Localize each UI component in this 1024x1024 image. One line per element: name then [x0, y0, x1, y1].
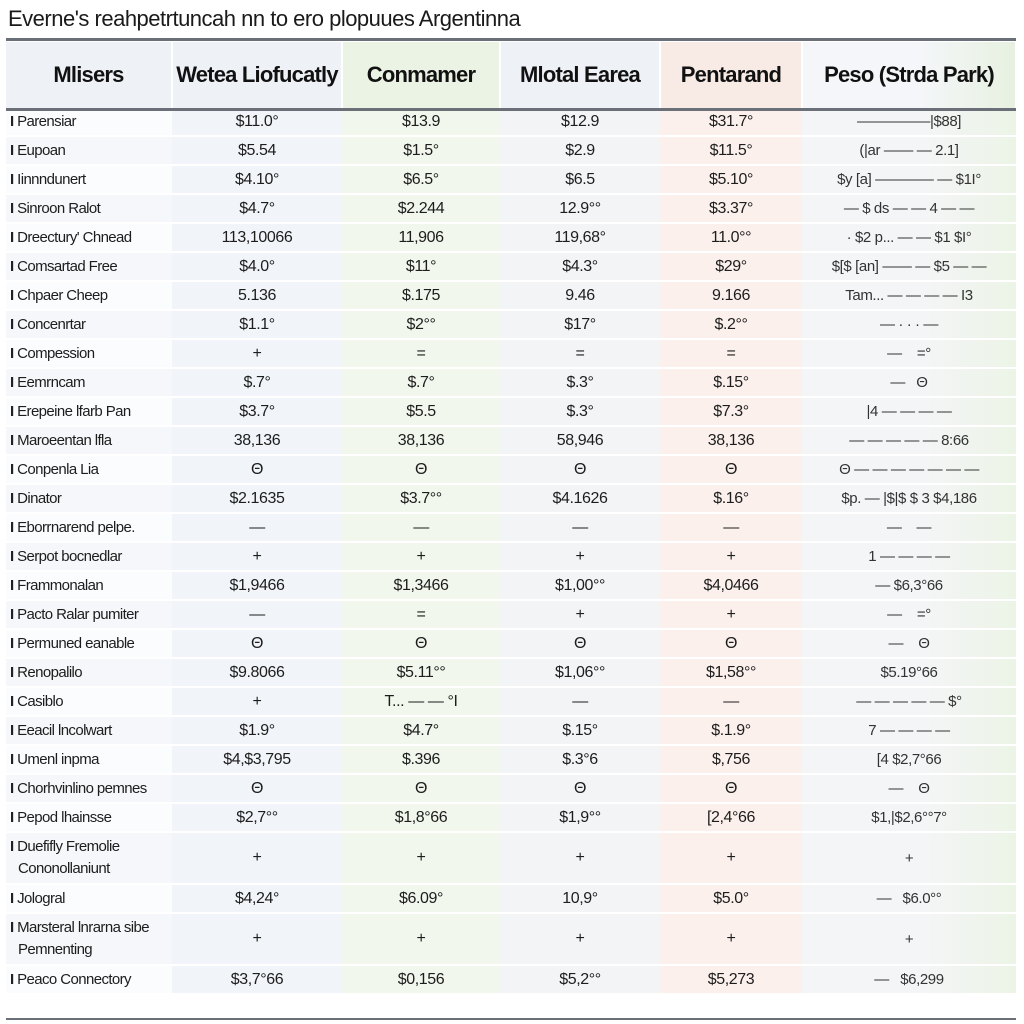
- column-header: Mlisers: [6, 42, 172, 108]
- table-cell: — Θ: [802, 629, 1016, 658]
- table-cell: 9.166: [660, 281, 802, 310]
- table-cell: 7 — — — —: [802, 716, 1016, 745]
- row-label-text: Eborrnarend pelpe.: [17, 519, 135, 536]
- row-label: [6, 965, 172, 994]
- table-cell: —————|$88]: [802, 108, 1016, 136]
- column-header: Mlotal Earea: [500, 42, 660, 108]
- table-cell: +: [660, 913, 802, 965]
- table-cell: $2,7°°: [172, 803, 342, 832]
- table-cell: $4,0466: [660, 571, 802, 600]
- table-cell: Θ: [500, 629, 660, 658]
- row-label-text: Marsteral lnrarna sibe: [17, 919, 149, 936]
- table-cell: Θ: [660, 629, 802, 658]
- table-row: [6, 310, 1016, 339]
- row-label: [6, 223, 172, 252]
- table-cell: $2°°: [342, 310, 500, 339]
- table-cell: — $6,3°66: [802, 571, 1016, 600]
- table-cell: +: [660, 542, 802, 571]
- table-row: [6, 108, 1016, 136]
- table-cell: —: [500, 687, 660, 716]
- page-title: Everne's reahpetrtuncah nn to ero plopuues Argentinna: [8, 6, 521, 31]
- table-row: [6, 716, 1016, 745]
- table-cell: $1,06°°: [500, 658, 660, 687]
- table-cell: Θ: [172, 629, 342, 658]
- table-row: [6, 629, 1016, 658]
- row-label: [6, 629, 172, 658]
- table-cell: $4.7°: [342, 716, 500, 745]
- table-cell: 38,136: [660, 426, 802, 455]
- row-label: [6, 136, 172, 165]
- row-label: [6, 339, 172, 368]
- table-cell: $2.1635: [172, 484, 342, 513]
- table-row: [6, 832, 1016, 884]
- row-label: [6, 658, 172, 687]
- row-label: [6, 455, 172, 484]
- table-cell: +: [802, 913, 1016, 965]
- table-cell: $4.0°: [172, 252, 342, 281]
- table-cell: $4.3°: [500, 252, 660, 281]
- row-label-text: Frammonalan: [17, 577, 104, 594]
- table-cell: $5.10°: [660, 165, 802, 194]
- table-cell: Θ: [342, 629, 500, 658]
- table-cell: 38,136: [342, 426, 500, 455]
- table-cell: —: [660, 687, 802, 716]
- table-row: [6, 484, 1016, 513]
- row-label-subtext: Cononollaniunt: [18, 860, 110, 877]
- table-cell: Θ: [500, 455, 660, 484]
- table-cell: 1 — — — —: [802, 542, 1016, 571]
- table-cell: 12.9°°: [500, 194, 660, 223]
- row-label: [6, 108, 172, 136]
- column-header: Pentarand: [660, 42, 802, 108]
- table-cell: $31.7°: [660, 108, 802, 136]
- table-row: [6, 600, 1016, 629]
- table-cell: $5.11°°: [342, 658, 500, 687]
- row-label-text: Dinator: [17, 490, 62, 507]
- row-label: [6, 745, 172, 774]
- table-cell: — Θ: [802, 368, 1016, 397]
- table-cell: +: [500, 913, 660, 965]
- table-cell: =: [500, 339, 660, 368]
- column-header: Conmamer: [342, 42, 500, 108]
- table-cell: $2.244: [342, 194, 500, 223]
- table-header: [6, 42, 1016, 108]
- table-cell: $13.9: [342, 108, 500, 136]
- table-cell: 11,906: [342, 223, 500, 252]
- table-cell: 113,10066: [172, 223, 342, 252]
- table-cell: 11.0°°: [660, 223, 802, 252]
- table-cell: $5,273: [660, 965, 802, 994]
- table-cell: $.3°: [500, 368, 660, 397]
- table-cell: $.1.9°: [660, 716, 802, 745]
- table-cell: $6.5°: [342, 165, 500, 194]
- table-cell: $.16°: [660, 484, 802, 513]
- row-label: [6, 194, 172, 223]
- table-cell: $17°: [500, 310, 660, 339]
- row-label: [6, 252, 172, 281]
- table-cell: +: [660, 832, 802, 884]
- table-cell: +: [342, 542, 500, 571]
- table-cell: +: [500, 600, 660, 629]
- row-label: [6, 687, 172, 716]
- table-top-rule: [6, 38, 1016, 41]
- row-label-text: Iinnndunert: [17, 171, 86, 188]
- row-label: [6, 542, 172, 571]
- table-cell: +: [172, 542, 342, 571]
- row-label: [6, 913, 172, 965]
- table-cell: $1,8°66: [342, 803, 500, 832]
- table-cell: 9.46: [500, 281, 660, 310]
- table-cell: $.3°: [500, 397, 660, 426]
- table-cell: $4.7°: [172, 194, 342, 223]
- table-cell: +: [172, 339, 342, 368]
- table-cell: $4,24°: [172, 884, 342, 913]
- table-cell: 5.136: [172, 281, 342, 310]
- row-label: [6, 716, 172, 745]
- table-cell: =: [660, 339, 802, 368]
- table-cell: $12.9: [500, 108, 660, 136]
- table-cell: [2,4°66: [660, 803, 802, 832]
- table-cell: Θ — — — — — — —: [802, 455, 1016, 484]
- table-row: [6, 252, 1016, 281]
- table-cell: $.7°: [172, 368, 342, 397]
- table-cell: — — — — — $°: [802, 687, 1016, 716]
- column-header: Wetea Liofucatly: [172, 42, 342, 108]
- table-cell: $.3°6: [500, 745, 660, 774]
- table-row: [6, 542, 1016, 571]
- header-bottom-rule: [6, 108, 1016, 111]
- row-label-subtext: Pemnenting: [18, 941, 93, 958]
- table-cell: —: [172, 513, 342, 542]
- table-cell: $3.7°°: [342, 484, 500, 513]
- table-cell: =: [342, 339, 500, 368]
- row-label: [6, 310, 172, 339]
- table-cell: $1.9°: [172, 716, 342, 745]
- table-cell: [4 $2,7°66: [802, 745, 1016, 774]
- table-cell: — · · · —: [802, 310, 1016, 339]
- table-cell: $11.0°: [172, 108, 342, 136]
- table-cell: $2.9: [500, 136, 660, 165]
- table-bottom-rule: [6, 1018, 1016, 1020]
- row-label-text: Renopalilo: [17, 664, 83, 681]
- table-row: [6, 368, 1016, 397]
- table-cell: $1,9°°: [500, 803, 660, 832]
- row-label: [6, 600, 172, 629]
- table-cell: — Θ: [802, 774, 1016, 803]
- table-row: [6, 426, 1016, 455]
- table-cell: — $ ds — — 4 — —: [802, 194, 1016, 223]
- table-cell: $[$ [an] —— — $5 — —: [802, 252, 1016, 281]
- table-cell: |4 — — — —: [802, 397, 1016, 426]
- row-label: [6, 832, 172, 884]
- table-cell: $1.1°: [172, 310, 342, 339]
- table-cell: 58,946: [500, 426, 660, 455]
- table-cell: — $6.0°°: [802, 884, 1016, 913]
- data-table: [6, 42, 1017, 995]
- table-cell: +: [172, 832, 342, 884]
- row-label-text: Sinroon Ralot: [17, 200, 101, 217]
- table-cell: $1.5°: [342, 136, 500, 165]
- table-cell: (|ar —— — 2.1]: [802, 136, 1016, 165]
- table-cell: +: [172, 687, 342, 716]
- row-label-text: Casiblo: [17, 693, 63, 710]
- row-label-text: Compession: [17, 345, 95, 362]
- row-label: [6, 513, 172, 542]
- table-cell: Θ: [500, 774, 660, 803]
- row-label-text: Jologral: [17, 890, 65, 907]
- table-cell: Θ: [172, 455, 342, 484]
- table-cell: $,756: [660, 745, 802, 774]
- table-row: [6, 136, 1016, 165]
- table-cell: $1,9466: [172, 571, 342, 600]
- row-label-text: Peaco Connectory: [17, 971, 131, 988]
- table-cell: $5.0°: [660, 884, 802, 913]
- table-cell: $1,|$2,6°°7°: [802, 803, 1016, 832]
- table-cell: +: [172, 913, 342, 965]
- table-cell: $11°: [342, 252, 500, 281]
- table-cell: $6.09°: [342, 884, 500, 913]
- row-label-text: Pacto Ralar pumiter: [17, 606, 139, 623]
- table-row: [6, 913, 1016, 965]
- table-cell: $4.1626: [500, 484, 660, 513]
- row-label-text: Pepod lhainsse: [17, 809, 112, 826]
- row-label-text: Duefifly Fremolie: [17, 838, 120, 855]
- row-label-text: Umenl inpma: [17, 751, 99, 768]
- table-cell: $5.19°66: [802, 658, 1016, 687]
- row-label-text: Concenrtar: [17, 316, 86, 333]
- table-row: [6, 658, 1016, 687]
- table-row: [6, 194, 1016, 223]
- table-cell: $5.54: [172, 136, 342, 165]
- table-cell: —: [660, 513, 802, 542]
- row-label-text: Conpenla Lia: [17, 461, 99, 478]
- table-row: [6, 774, 1016, 803]
- column-header: Peso (Strda Park): [802, 42, 1016, 108]
- table-cell: $4.10°: [172, 165, 342, 194]
- table-row: [6, 745, 1016, 774]
- table-cell: — =°: [802, 600, 1016, 629]
- row-label: [6, 426, 172, 455]
- table-cell: $4,$3,795: [172, 745, 342, 774]
- table-cell: $29°: [660, 252, 802, 281]
- table-row: [6, 223, 1016, 252]
- row-label: [6, 397, 172, 426]
- table-cell: $3.37°: [660, 194, 802, 223]
- table-cell: +: [802, 832, 1016, 884]
- table-cell: — $6,299: [802, 965, 1016, 994]
- header-row: [6, 42, 1016, 108]
- table-cell: $5,2°°: [500, 965, 660, 994]
- table-row: [6, 803, 1016, 832]
- table-row: [6, 687, 1016, 716]
- table-cell: —: [500, 513, 660, 542]
- table-cell: +: [500, 832, 660, 884]
- row-label-text: Comsartad Free: [17, 258, 118, 275]
- table-cell: T... — — °I: [342, 687, 500, 716]
- table-cell: Tam... — — — — I3: [802, 281, 1016, 310]
- row-label-text: Chpaer Cheep: [17, 287, 108, 304]
- table-cell: 10,9°: [500, 884, 660, 913]
- table-cell: $0,156: [342, 965, 500, 994]
- row-label-text: Erepeine lfarb Pan: [17, 403, 131, 420]
- table-cell: +: [342, 832, 500, 884]
- row-label: [6, 484, 172, 513]
- row-label-text: Eupoan: [17, 142, 66, 159]
- table-cell: $.15°: [500, 716, 660, 745]
- row-label: [6, 884, 172, 913]
- row-label-text: Dreectury' Chnead: [17, 229, 132, 246]
- table-cell: Θ: [172, 774, 342, 803]
- row-label: [6, 165, 172, 194]
- table-cell: $1,58°°: [660, 658, 802, 687]
- row-label: [6, 281, 172, 310]
- table-cell: +: [500, 542, 660, 571]
- table-cell: $1,00°°: [500, 571, 660, 600]
- row-label: [6, 368, 172, 397]
- table-cell: $3.7°: [172, 397, 342, 426]
- row-label-text: Eeacil lncolwart: [17, 722, 112, 739]
- table-row: [6, 571, 1016, 600]
- table-cell: $.396: [342, 745, 500, 774]
- row-label: [6, 571, 172, 600]
- table-cell: $6.5: [500, 165, 660, 194]
- row-label: [6, 803, 172, 832]
- table-cell: Θ: [342, 774, 500, 803]
- row-label-text: Permuned eanable: [17, 635, 135, 652]
- table-cell: +: [660, 600, 802, 629]
- table-cell: $.7°: [342, 368, 500, 397]
- table-cell: $11.5°: [660, 136, 802, 165]
- table-cell: — — — — — 8:66: [802, 426, 1016, 455]
- table-body: [6, 108, 1016, 994]
- table-cell: Θ: [660, 455, 802, 484]
- table-row: [6, 513, 1016, 542]
- row-label-text: Maroeentan lfla: [17, 432, 112, 449]
- table-cell: — =°: [802, 339, 1016, 368]
- table-cell: $9.8066: [172, 658, 342, 687]
- table-cell: Θ: [660, 774, 802, 803]
- table-cell: +: [342, 913, 500, 965]
- table-row: [6, 165, 1016, 194]
- row-label-text: Chorhvinlino pemnes: [17, 780, 147, 797]
- table-cell: 38,136: [172, 426, 342, 455]
- table-cell: —: [342, 513, 500, 542]
- table-cell: — —: [802, 513, 1016, 542]
- table-cell: =: [342, 600, 500, 629]
- row-label-text: Eemrncam: [17, 374, 85, 391]
- table-row: [6, 884, 1016, 913]
- table-row: [6, 281, 1016, 310]
- table-cell: $5.5: [342, 397, 500, 426]
- table-row: [6, 965, 1016, 994]
- table-row: [6, 455, 1016, 484]
- table-cell: 119,68°: [500, 223, 660, 252]
- table-cell: $.15°: [660, 368, 802, 397]
- table-cell: Θ: [342, 455, 500, 484]
- table-cell: · $2 p... — — $1 $I°: [802, 223, 1016, 252]
- table-row: [6, 339, 1016, 368]
- row-label: [6, 774, 172, 803]
- row-label-text: Serpot bocnedlar: [17, 548, 122, 565]
- table-cell: $y [a] ———— — $1I°: [802, 165, 1016, 194]
- table-cell: $3,7°66: [172, 965, 342, 994]
- table-cell: $.175: [342, 281, 500, 310]
- table-cell: $.2°°: [660, 310, 802, 339]
- table-cell: $p. — |$|$ $ 3 $4,186: [802, 484, 1016, 513]
- row-label-text: Parensiar: [17, 113, 76, 130]
- table-cell: $1,3466: [342, 571, 500, 600]
- table-row: [6, 397, 1016, 426]
- table-cell: $7.3°: [660, 397, 802, 426]
- table-cell: —: [172, 600, 342, 629]
